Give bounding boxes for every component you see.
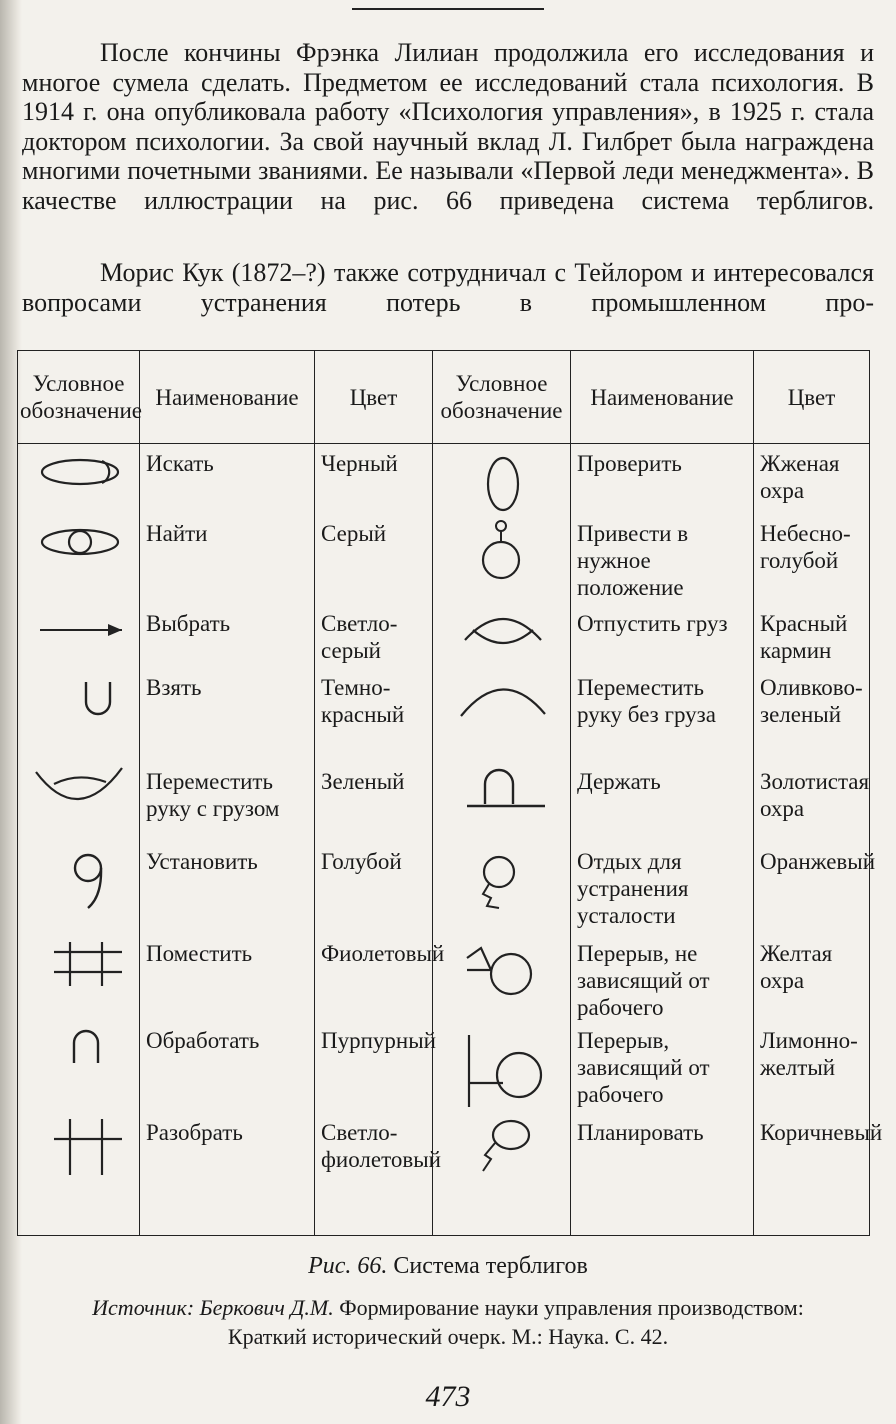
header-name-left: Наименование [140, 351, 315, 444]
hold-magnet-symbol [433, 762, 569, 832]
search-eye-symbol [18, 444, 138, 506]
color-cell: Зеленый [315, 762, 433, 842]
name-cell: Планировать [571, 1113, 754, 1235]
header-symbol-right: Условное обозначение [433, 351, 571, 444]
table-row [18, 1021, 870, 1113]
color-cell: Серый [315, 514, 433, 604]
color-cell: Пурпурный [315, 1021, 433, 1113]
name-cell: Привести в нужное положение [571, 514, 754, 604]
rest-symbol [433, 842, 569, 926]
header-name-right: Наименование [571, 351, 754, 444]
name-cell: Отпустить груз [571, 604, 754, 668]
paragraph-1: После кончины Фрэнка Лилиан продолжила его исследования и многое сумела сделать. Предметом ее исследований стала психология. В 1914 г. она опубликовала работу «Психология управления», в 1925 г. стала доктором психологии. За свой научный вклад Л. Гилбрет была награждена многими почетными званиями. Ее называли «Первой леди менеджмента». В качестве иллюстрации на рис. 66 приведена система терблигов. [22, 38, 874, 215]
source-author: Беркович Д.М. [199, 1295, 334, 1320]
table-header-row [18, 351, 870, 444]
name-cell: Взять [140, 668, 315, 762]
caption-label: Рис. 66. [308, 1253, 388, 1279]
color-cell: Золотистая охра [754, 762, 870, 842]
find-eye-symbol [18, 514, 138, 574]
header-color-right: Цвет [754, 351, 870, 444]
table-row [18, 514, 870, 604]
color-cell: Желтая охра [754, 934, 870, 1021]
name-cell: Разобрать [140, 1113, 315, 1235]
color-cell: Оливково-зеленый [754, 668, 870, 762]
figure-source [0, 1293, 896, 1351]
position-nine-symbol [18, 842, 138, 926]
table-row [18, 762, 870, 842]
color-cell: Черный [315, 444, 433, 515]
name-cell: Перерыв, зависящий от рабочего [571, 1021, 754, 1113]
name-cell: Переместить руку без груза [571, 668, 754, 762]
color-cell: Лимонно-желтый [754, 1021, 870, 1113]
color-cell: Светло-фиолетовый [315, 1113, 433, 1235]
header-color-left: Цвет [315, 351, 433, 444]
release-load-symbol [433, 604, 569, 668]
color-cell: Красный кармин [754, 604, 870, 668]
table-row [18, 934, 870, 1021]
table-row [18, 444, 870, 515]
inspect-oval-symbol [433, 444, 569, 514]
color-cell: Темно-красный [315, 668, 433, 762]
grasp-cup-symbol [18, 668, 138, 748]
transport-empty-symbol [433, 668, 569, 748]
use-arch-symbol [18, 1021, 138, 1099]
name-cell: Переместить руку с грузом [140, 762, 315, 842]
paragraph-2: Морис Кук (1872–?) также сотрудничал с Тейлором и интересовался вопросами устранения потерь в промышленном про- [22, 258, 874, 317]
header-symbol-left: Условное обозначение [18, 351, 140, 444]
name-cell: Установить [140, 842, 315, 934]
table-row [18, 668, 870, 762]
figure-caption [0, 1253, 896, 1280]
name-cell: Отдых для устранения усталости [571, 842, 754, 934]
table-row [18, 842, 870, 934]
source-title: Формирование науки управления производством: [339, 1295, 804, 1320]
plan-symbol [433, 1113, 569, 1193]
transport-loaded-symbol [18, 762, 138, 832]
name-cell: Проверить [571, 444, 754, 515]
caption-title: Система терблигов [393, 1253, 588, 1279]
name-cell: Держать [571, 762, 754, 842]
avoidable-delay-symbol [433, 1021, 569, 1113]
name-cell: Обработать [140, 1021, 315, 1113]
table-row [18, 1113, 870, 1235]
select-arrow-symbol [18, 604, 138, 660]
name-cell: Выбрать [140, 604, 315, 668]
color-cell: Голубой [315, 842, 433, 934]
table-row [18, 604, 870, 668]
name-cell: Искать [140, 444, 315, 515]
source-label: Источник: [92, 1295, 195, 1320]
therblig-table [17, 350, 883, 1236]
unavoidable-delay-symbol [433, 934, 569, 1014]
name-cell: Найти [140, 514, 315, 604]
color-cell: Оранжевый [754, 842, 870, 934]
assemble-hash-symbol [18, 934, 138, 1004]
color-cell: Фиолетовый [315, 934, 433, 1021]
color-cell: Небесно-голубой [754, 514, 870, 604]
top-rule [352, 8, 544, 10]
preposition-pin-symbol [433, 514, 569, 604]
disassemble-hash-symbol [18, 1113, 138, 1193]
color-cell: Коричневый [754, 1113, 870, 1235]
source-line2: Краткий исторический очерк. М.: Наука. С. 42. [227, 1324, 669, 1349]
color-cell: Жженая охра [754, 444, 870, 515]
name-cell: Перерыв, не зависящий от рабочего [571, 934, 754, 1021]
name-cell: Поместить [140, 934, 315, 1021]
color-cell: Светло-серый [315, 604, 433, 668]
page-number: 473 [425, 1380, 471, 1413]
